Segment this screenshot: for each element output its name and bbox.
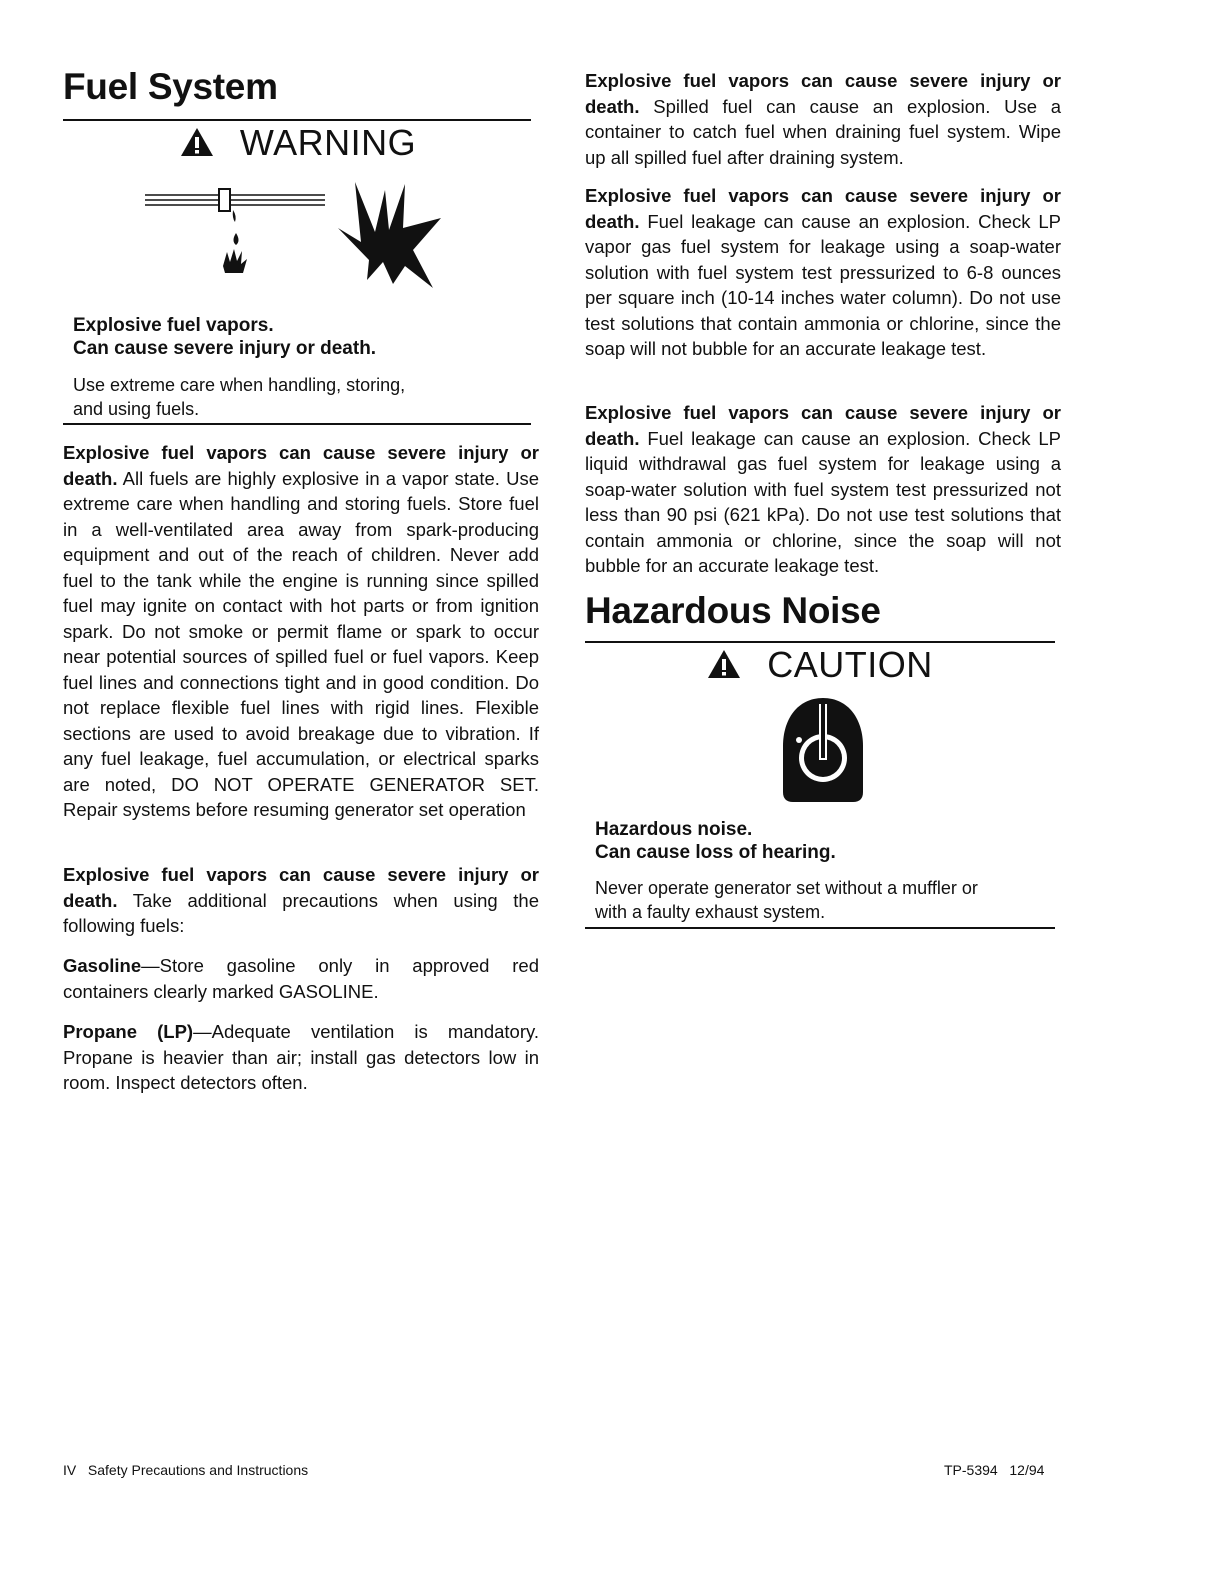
paragraph-lead: Explosive fuel vapors can cause severe injury or death. bbox=[585, 402, 1061, 449]
paragraph-body: Take additional precautions when using the following fuels: bbox=[63, 889, 539, 936]
paragraph-body: All fuels are highly explosive in a vapor state. Use extreme care when handling and storing fuels. Store fuel in a well-ventilated area away from spark-producing equipment and out of the reach of children. Never add fuel to the tank while the engine is running since spilled fuel may ignite on contact with hot parts or from ignition spark. Do not smoke or permit flame or spark to occur near potential sources of spilled fuel or fuel vapors. Keep fuel lines and connections tight and in good condition. Do not replace flexible fuel lines with rigid lines. Flexible sections are used to avoid breakage due to vibration. If any fuel leakage, fuel accumulation, or electrical sparks are noted, DO NOT OPERATE GENERATOR SET. Repair systems before resuming generator set operation bbox=[63, 467, 539, 820]
section-title-fuel-system: Fuel System bbox=[63, 66, 278, 107]
paragraph-body: —Store gasoline only in approved red containers clearly marked GASOLINE. bbox=[63, 955, 539, 1002]
footer-page-label: IV Safety Precautions and Instructions bbox=[63, 1462, 309, 1478]
warning-box-rule bbox=[63, 423, 531, 425]
paragraph-body: Fuel leakage can cause an explosion. Check LP liquid withdrawal gas fuel system for leakage using a soap-water solution with fuel system test pressurized not less than 90 psi (621 kPa). Do not use test solutions that contain ammonia or chlorine, since the soap will not bubble for an accurate leakage test. bbox=[585, 427, 1061, 576]
fuel-hazard-instruction-line2: and using fuels. bbox=[73, 399, 200, 419]
paragraph-lp-liquid-leakage bbox=[585, 400, 1061, 579]
paragraph-body: Fuel leakage can cause an explosion. Check LP vapor gas fuel system for leakage using a soap-water solution with fuel system test pressurized to 6-8 ounces per square inch (10-14 inches water column). Do not use test solutions that contain ammonia or chlorine, since the soap will not bubble for an accurate leakage test. bbox=[585, 210, 1061, 359]
paragraph-additional-precautions bbox=[63, 862, 539, 939]
noise-hazard-instruction-line1: Never operate generator set without a muffler or bbox=[595, 878, 978, 898]
paragraph-body: —Adequate ventilation is mandatory. Propane is heavier than air; install gas detectors low in room. Inspect detectors often. bbox=[63, 1021, 540, 1093]
paragraph-fuel-general bbox=[63, 440, 539, 823]
paragraph-lead: Explosive fuel vapors can cause severe injury or death. bbox=[585, 185, 1061, 232]
fuel-hazard-consequence: Can cause severe injury or death. bbox=[73, 338, 377, 359]
paragraph-lead: Gasoline bbox=[63, 955, 142, 976]
paragraph-lead: Explosive fuel vapors can cause severe injury or death. bbox=[585, 70, 1061, 117]
warning-word: WARNING bbox=[239, 122, 417, 163]
caution-word: CAUTION bbox=[767, 644, 933, 685]
fuel-leak-icon bbox=[143, 178, 333, 286]
paragraph-lp-vapor-leakage bbox=[585, 183, 1061, 362]
hearing-protection-icon bbox=[781, 696, 865, 804]
caution-signal bbox=[585, 644, 1055, 688]
paragraph-gasoline bbox=[63, 953, 539, 1004]
paragraph-propane bbox=[63, 1019, 539, 1096]
paragraph-body: Spilled fuel can cause an explosion. Use a container to catch fuel when draining fuel system. Wipe up all spilled fuel after draining system. bbox=[585, 95, 1062, 168]
paragraph-lead: Explosive fuel vapors can cause severe injury or death. bbox=[63, 442, 539, 489]
paragraph-lead: Propane (LP) bbox=[63, 1021, 194, 1042]
section-title-hazardous-noise: Hazardous Noise bbox=[585, 590, 881, 631]
caution-box-rule bbox=[585, 927, 1055, 929]
noise-hazard-instruction-line2: with a faulty exhaust system. bbox=[595, 902, 826, 922]
title-rule bbox=[63, 119, 531, 121]
noise-hazard-title: Hazardous noise. bbox=[595, 819, 753, 840]
explosion-icon bbox=[333, 180, 448, 290]
noise-hazard-consequence: Can cause loss of hearing. bbox=[595, 842, 836, 863]
footer-document-id: TP-5394 12/94 bbox=[944, 1462, 1045, 1478]
paragraph-lead: Explosive fuel vapors can cause severe injury or death. bbox=[63, 864, 539, 911]
fuel-hazard-title: Explosive fuel vapors. bbox=[73, 315, 274, 336]
warning-triangle-icon bbox=[180, 124, 214, 166]
warning-signal bbox=[63, 122, 533, 166]
caution-triangle-icon bbox=[707, 646, 741, 688]
paragraph-spilled-fuel bbox=[585, 68, 1061, 170]
fuel-hazard-instruction-line1: Use extreme care when handling, storing, bbox=[73, 375, 406, 395]
title-rule bbox=[585, 641, 1055, 643]
